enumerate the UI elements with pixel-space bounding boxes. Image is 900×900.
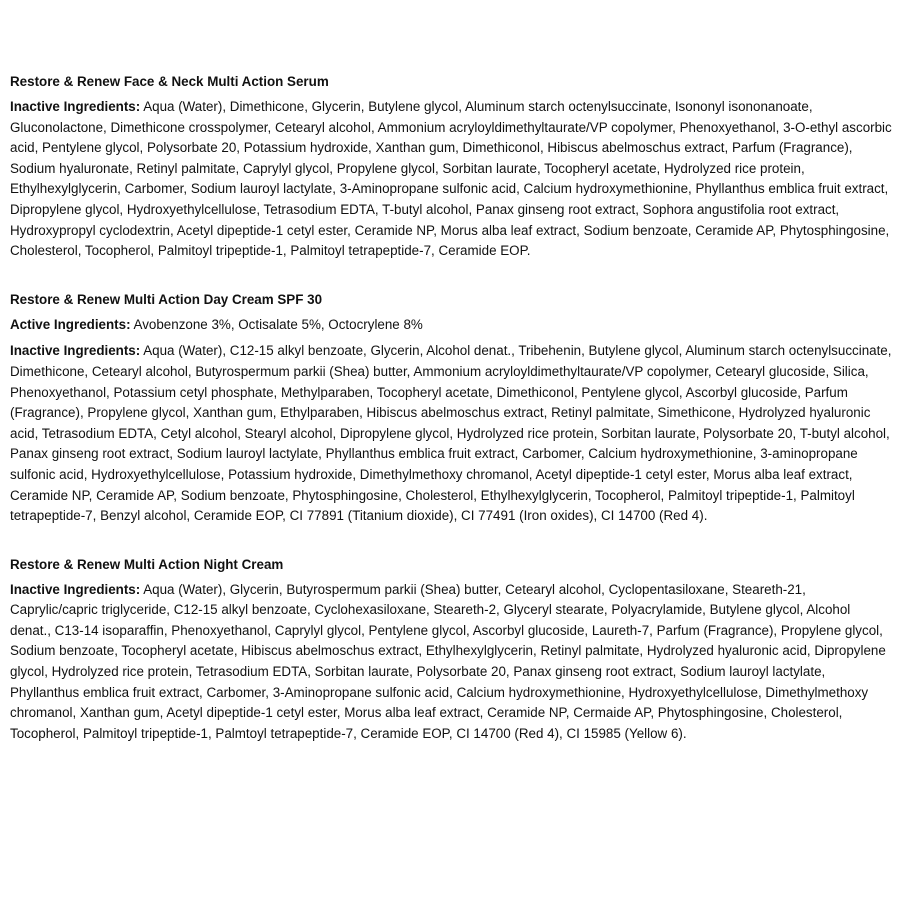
inactive-ingredients (10, 580, 892, 745)
product-title: Restore & Renew Multi Action Night Cream (10, 556, 284, 572)
active-ingredients-text: Avobenzone 3%, Octisalate 5%, Octocrylene 8% (133, 316, 423, 332)
inactive-ingredients-label: Inactive Ingredients: (10, 343, 141, 359)
product-serum (10, 73, 892, 262)
product-title: Restore & Renew Face & Neck Multi Action Serum (10, 74, 329, 89)
ingredients-document (10, 73, 892, 773)
product-title: Restore & Renew Multi Action Day Cream SPF 30 (10, 291, 323, 307)
inactive-ingredients-label: Inactive Ingredients: (10, 581, 141, 597)
inactive-ingredients-text: Aqua (Water), C12-15 alkyl benzoate, Glycerin, Alcohol denat., Tribehenin, Butylene glycol, Aluminum starch octenylsuccinate, Dimethicone, Cetearyl alcohol, Butyrospermum parkii (Shea) butter, Ammonium acryloyldimethyltaurate/VP copolymer, Cetearyl glucoside, Silica, Phenoxyethanol, Potassium cetyl phosphate, Methylparaben, Tocopheryl acetate, Dimethiconol, Pentylene glycol, Ascorbyl glucoside, Parfum (Fragrance), Propylene glycol, Xanthan gum, Ethylparaben, Hibiscus abelmoschus extract, Retinyl palmitate, Simethicone, Hydrolyzed hyaluronic acid, Tetrasodium EDTA, Cetyl alcohol, Stearyl alcohol, Dipropylene glycol, Hydrolyzed rice protein, Sorbitan laurate, Polysorbate 20, T-butyl alcohol, Panax ginseng root extract, Sodium lauroyl lactylate, Phyllanthus emblica fruit extract, Carbomer, Calcium hydroxymethionine, 3-aminopropane sulfonic acid, Hydroxyethylcellulose, Potassium hydroxide, Dimethylmethoxy chromanol, Acetyl dipeptide-1 cetyl ester, Morus alba leaf extract, Ceramide NP, Ceramide AP, Sodium benzoate, Phytosphingosine, Cholesterol, Ethylhexylglycerin, Tocopherol, Palmitoyl tripeptide-1, Palmitoyl tetrapeptide-7, Benzyl alcohol, Ceramide EOP, CI 77891 (Titanium dioxide), CI 77491 (Iron oxides), CI 14700 (Red 4). (10, 343, 892, 524)
inactive-ingredients (10, 97, 892, 262)
active-ingredients (10, 315, 892, 336)
inactive-ingredients (10, 341, 892, 526)
product-night-cream (10, 556, 892, 745)
product-day-cream (10, 291, 892, 527)
inactive-ingredients-label: Inactive Ingredients: (10, 99, 141, 114)
inactive-ingredients-text: Aqua (Water), Dimethicone, Glycerin, Butylene glycol, Aluminum starch octenylsuccinate, Isononyl isononanoate, Gluconolactone, Dimethicone crosspolymer, Cetearyl alcohol, Ammonium acryloyldimethyltaurate/VP copolymer, Phenoxyethanol, 3-O-ethyl ascorbic acid, Pentylene glycol, Polysorbate 20, Potassium hydroxide, Xanthan gum, Dimethiconol, Hibiscus abelmoschus extract, Parfum (Fragrance), Sodium hyaluronate, Retinyl palmitate, Caprylyl glycol, Propylene glycol, Sorbitan laurate, Tocopheryl acetate, Hydrolyzed rice protein, Ethylhexylglycerin, Carbomer, Sodium lauroyl lactylate, 3-Aminopropane sulfonic acid, Calcium hydroxymethionine, Phyllanthus emblica fruit extract, Dipropylene glycol, Hydroxyethylcellulose, Tetrasodium EDTA, T-butyl alcohol, Panax ginseng root extract, Sophora angustifolia root extract, Hydroxypropyl cyclodextrin, Acetyl dipeptide-1 cetyl ester, Ceramide NP, Morus alba leaf extract, Sodium benzoate, Ceramide AP, Phytosphingosine, Cholesterol, Tocopherol, Palmitoyl tripeptide-1, Palmitoyl tetrapeptide-7, Ceramide EOP. (10, 99, 892, 259)
active-ingredients-label: Active Ingredients: (10, 316, 131, 332)
inactive-ingredients-text: Aqua (Water), Glycerin, Butyrospermum parkii (Shea) butter, Cetearyl alcohol, Cyclopentasiloxane, Steareth-21, Caprylic/capric triglyceride, C12-15 alkyl benzoate, Cyclohexasiloxane, Steareth-2, Glyceryl stearate, Polyacrylamide, Butylene glycol, Alcohol denat., C13-14 isoparaffin, Phenoxyethanol, Caprylyl glycol, Pentylene glycol, Ascorbyl glucoside, Laureth-7, Parfum (Fragrance), Propylene glycol, Sodium benzoate, Tocopheryl acetate, Hibiscus abelmoschus extract, Ethylhexylglycerin, Retinyl palmitate, Hydrolyzed hyaluronic acid, Dipropylene glycol, Hydrolyzed rice protein, Tetrasodium EDTA, Sorbitan laurate, Polysorbate 20, Panax ginseng root extract, Sodium lauroyl lactylate, Phyllanthus emblica fruit extract, Carbomer, 3-Aminopropane sulfonic acid, Calcium hydroxymethionine, Hydroxyethylcellulose, Dimethylmethoxy chromanol, Xanthan gum, Acetyl dipeptide-1 cetyl ester, Morus alba leaf extract, Ceramide NP, Cermaide AP, Phytosphingosine, Cholesterol, Tocopherol, Palmitoyl tripeptide-1, Palmtoyl tetrapeptide-7, Ceramide EOP, CI 14700 (Red 4), CI 15985 (Yellow 6). (10, 581, 886, 741)
